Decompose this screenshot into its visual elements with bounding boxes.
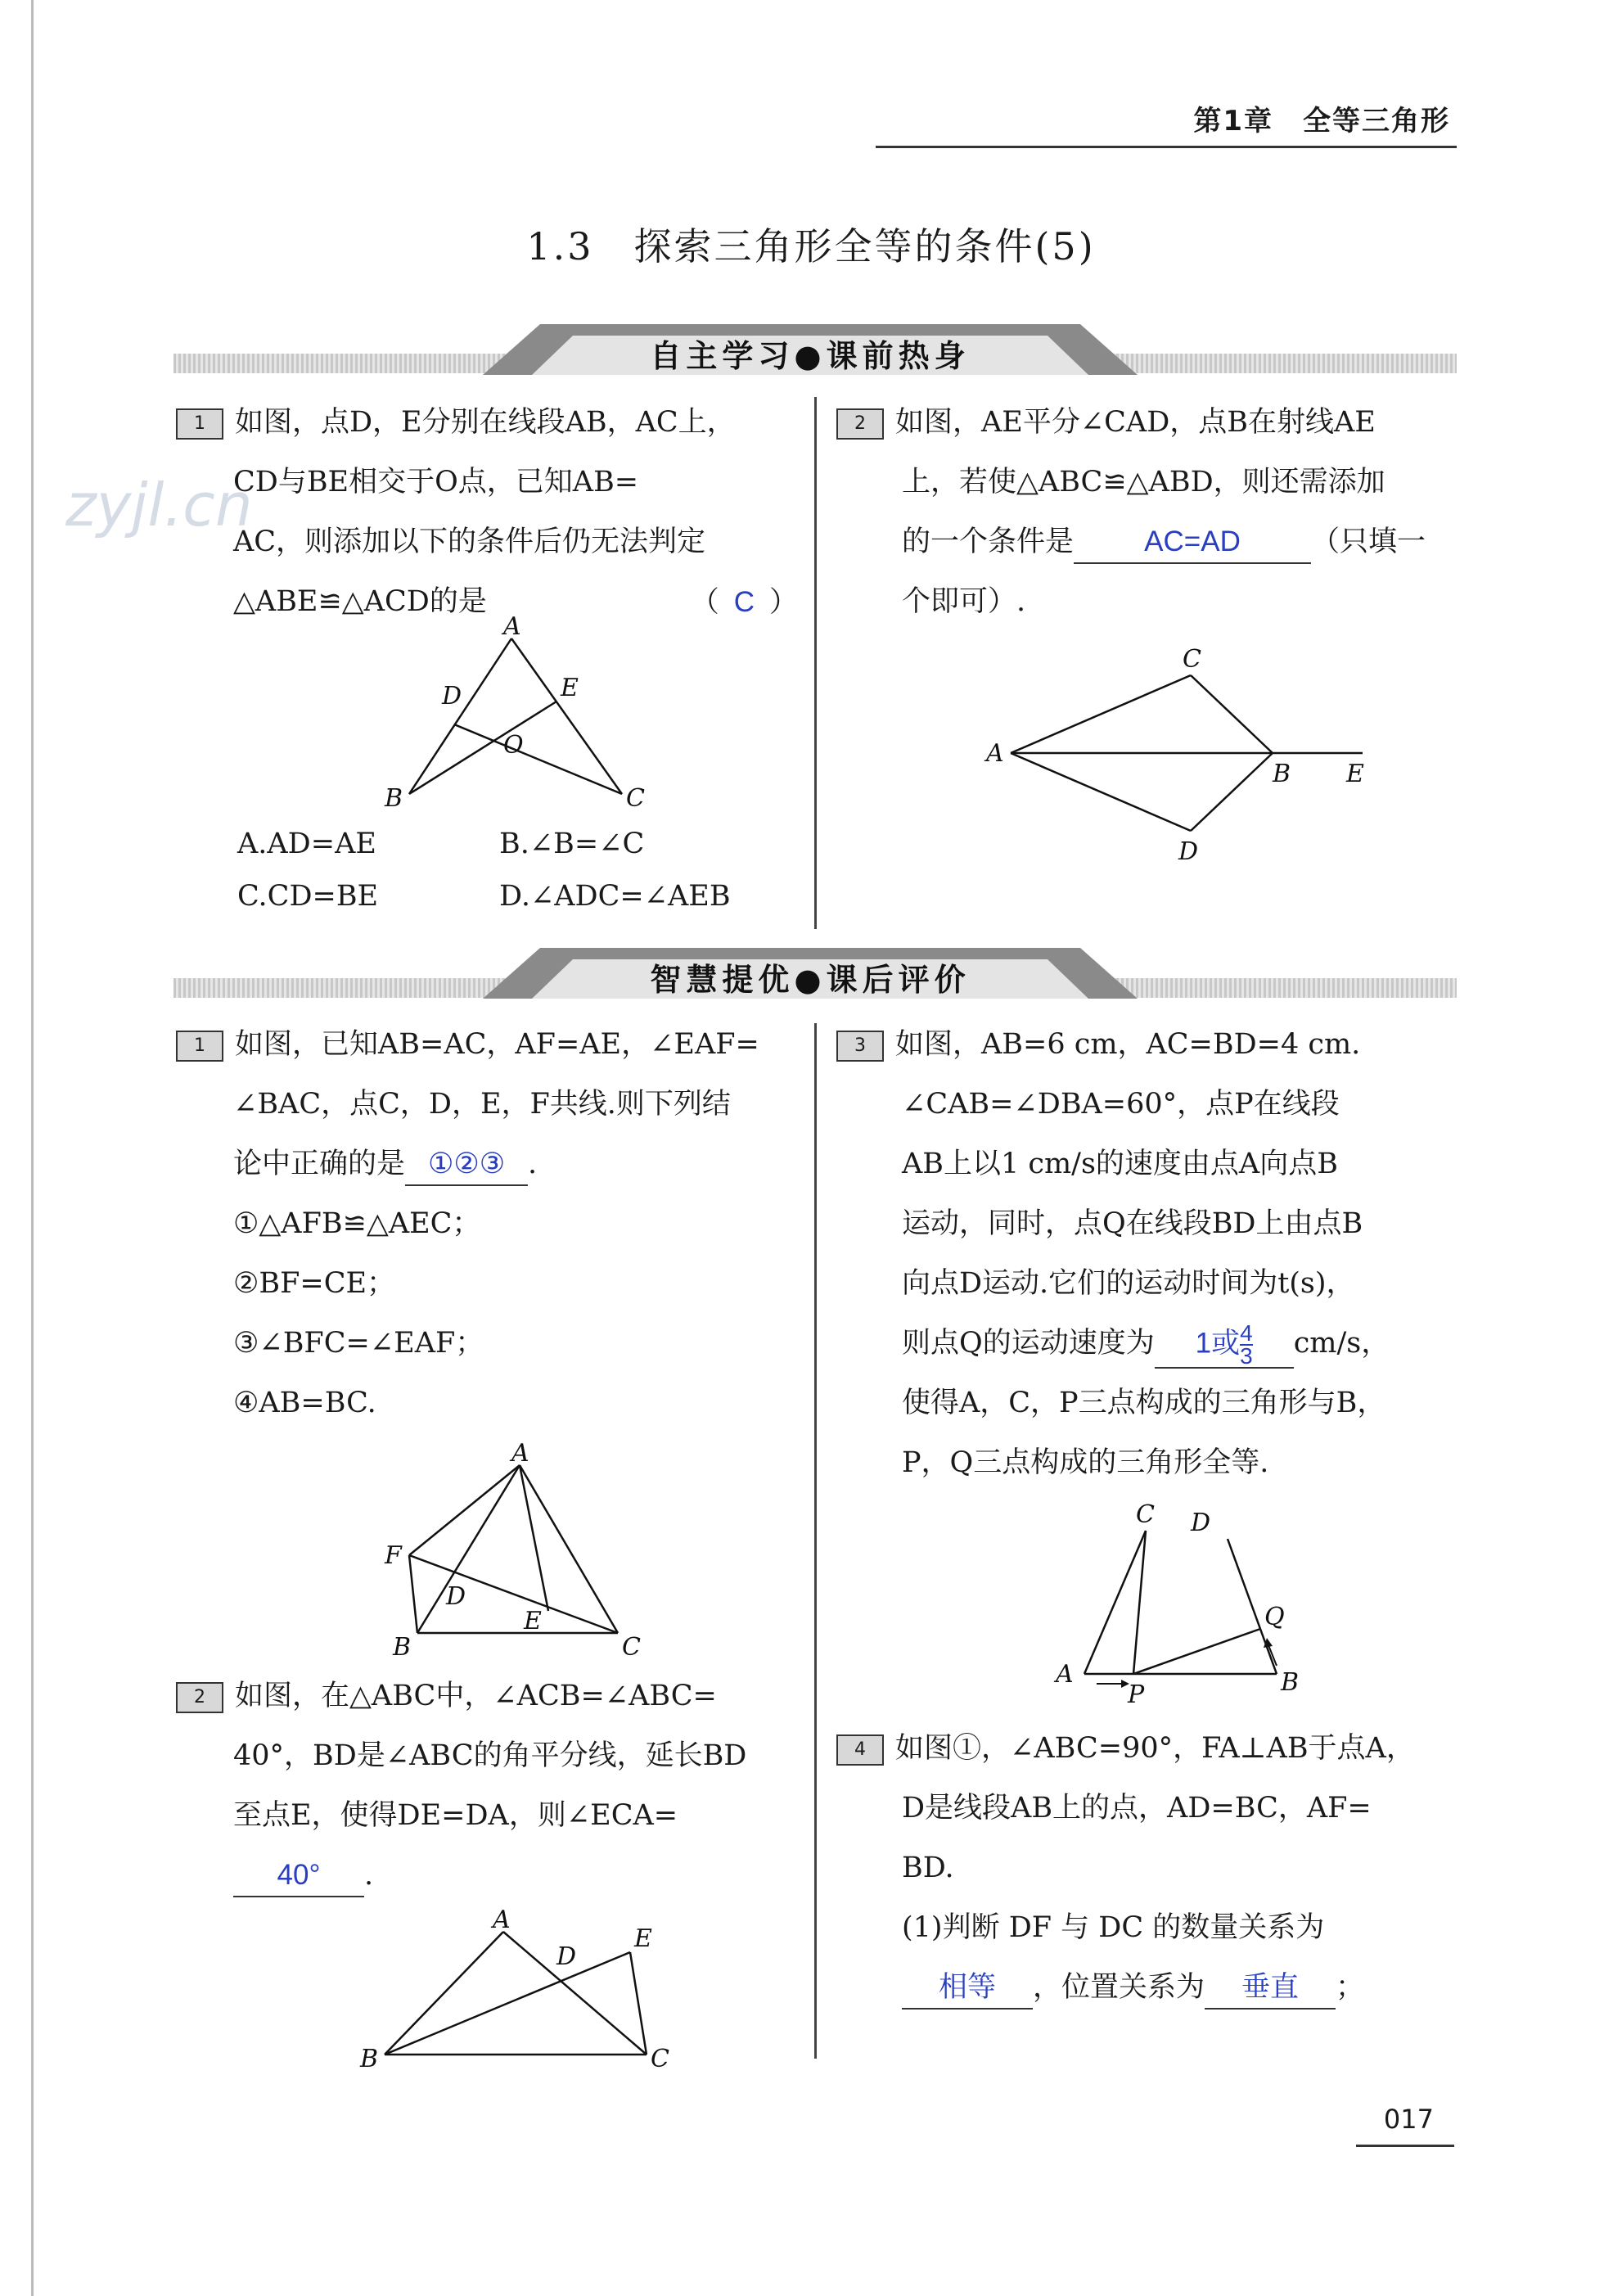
column-divider-1 bbox=[814, 397, 817, 929]
figure-moving-points bbox=[1039, 1494, 1318, 1707]
page-title: 1.3 探索三角形全等的条件(5) bbox=[526, 224, 1096, 268]
question-number: 2 bbox=[176, 1682, 223, 1713]
label-e: E bbox=[561, 674, 579, 702]
label-b: B bbox=[393, 1633, 412, 1662]
option-a: A.AD=AE bbox=[237, 828, 376, 860]
label-c: C bbox=[651, 2045, 669, 2073]
s1-question-2: 2 如图，AE平分∠CAD，点B在射线AE 上，若使△ABC≌△ABD，则还需添加 的一个条件是 AC=AD （只填一 个即可）. bbox=[836, 393, 1462, 632]
answer-blank: AC=AD bbox=[1074, 521, 1311, 564]
s2-question-4: 4 如图①，∠ABC=90°，FA⊥AB于点A， D是线段AB上的点，AD=BC，AF= BD. (1)判断 DF 与 DC 的数量关系为 相等 ，位置关系为 垂直 ； bbox=[836, 1719, 1462, 2018]
answer-choice: C bbox=[733, 586, 755, 618]
label-c: C bbox=[626, 784, 645, 813]
question-number: 3 bbox=[836, 1031, 884, 1062]
page-number: 017 bbox=[1383, 2104, 1434, 2135]
figure-triangle-abcde bbox=[352, 1907, 696, 2079]
section-label-1: 自主学习●课前热身 bbox=[650, 338, 971, 374]
figure-triangle-afbdec bbox=[376, 1441, 671, 1662]
label-p: P bbox=[1128, 1680, 1145, 1707]
label-b: B bbox=[360, 2045, 379, 2073]
label-d: D bbox=[442, 682, 462, 710]
label-b: B bbox=[1273, 760, 1291, 788]
question-number: 4 bbox=[836, 1734, 884, 1766]
chapter-header: 第1章 全等三角形 bbox=[1193, 105, 1450, 138]
answer-blank-position: 垂直 bbox=[1205, 1967, 1336, 2010]
page-edge bbox=[31, 0, 34, 2296]
s2-question-2: 2 如图，在△ABC中，∠ACB=∠ABC= 40°，BD是∠ABC的角平分线，延长BD 至点E，使得DE=DA，则∠ECA= 40° . bbox=[176, 1667, 798, 1906]
page-number-rule bbox=[1356, 2145, 1454, 2147]
label-e: E bbox=[1346, 760, 1364, 788]
label-d: D bbox=[1178, 837, 1199, 864]
answer-blank: ①②③ bbox=[405, 1143, 528, 1186]
answer-blank: 40° bbox=[233, 1855, 364, 1897]
label-o: O bbox=[503, 731, 524, 760]
option-b: B.∠B=∠C bbox=[499, 828, 645, 860]
label-d: D bbox=[446, 1582, 466, 1611]
label-c: C bbox=[1136, 1500, 1155, 1529]
answer-blank: 1或 $\frac{4}{3}$ bbox=[1155, 1323, 1294, 1369]
header-rule bbox=[876, 146, 1457, 148]
section-label-2: 智慧提优●课后评价 bbox=[650, 962, 971, 998]
s2-question-1: 1 如图，已知AB=AC，AF=AE，∠EAF= ∠BAC，点C，D，E，F共线.则下列结 论中正确的是 ①②③ . ①△AFB≌△AEC； ②BF=CE； ③∠BFC=∠EAF； ④AB=BC. bbox=[176, 1015, 798, 1433]
figure-triangle-abc-do bbox=[360, 610, 671, 814]
option-d: D.∠ADC=∠AEB bbox=[499, 880, 731, 913]
label-a: A bbox=[1056, 1660, 1074, 1689]
label-c: C bbox=[622, 1633, 641, 1662]
label-e: E bbox=[634, 1924, 652, 1953]
s2-question-3: 3 如图，AB=6 cm，AC=BD=4 cm. ∠CAB=∠DBA=60°，点P在线段 AB上以1 cm/s的速度由点A向点B 运动，同时，点Q在线段BD上由点B 向点D运动.它们的运动时间为t(s)， 则点Q的运动速度为 1或 $\frac{4}{3}$ cm/s， 使得A，C，P三点构成的三角形与B， P，Q三点构成的三角形全等. bbox=[836, 1015, 1462, 1493]
question-number: 2 bbox=[836, 408, 884, 440]
question-number: 1 bbox=[176, 408, 223, 440]
label-b: B bbox=[385, 784, 403, 813]
label-a: A bbox=[986, 739, 1004, 768]
label-f: F bbox=[385, 1541, 402, 1570]
label-a: A bbox=[493, 1907, 511, 1934]
label-a: A bbox=[503, 612, 521, 641]
label-c: C bbox=[1183, 645, 1201, 674]
label-d: D bbox=[1191, 1509, 1211, 1537]
label-e: E bbox=[524, 1607, 542, 1635]
s1-question-1: 1 如图，点D，E分别在线段AB，AC上， CD与BE相交于O点，已知AB= AC，则添加以下的条件后仍无法判定 △ABE≌△ACD的是 （ C ） bbox=[176, 393, 798, 632]
answer-blank-quantity: 相等 bbox=[902, 1967, 1033, 2010]
label-a: A bbox=[511, 1441, 529, 1468]
question-number: 1 bbox=[176, 1031, 223, 1062]
column-divider-2 bbox=[814, 1023, 817, 2059]
figure-kite-acbd bbox=[978, 634, 1387, 864]
label-d: D bbox=[556, 1942, 577, 1971]
option-c: C.CD=BE bbox=[237, 880, 379, 913]
label-q: Q bbox=[1264, 1603, 1285, 1631]
watermark: zyjl.cn bbox=[65, 471, 253, 539]
label-b: B bbox=[1281, 1668, 1300, 1697]
